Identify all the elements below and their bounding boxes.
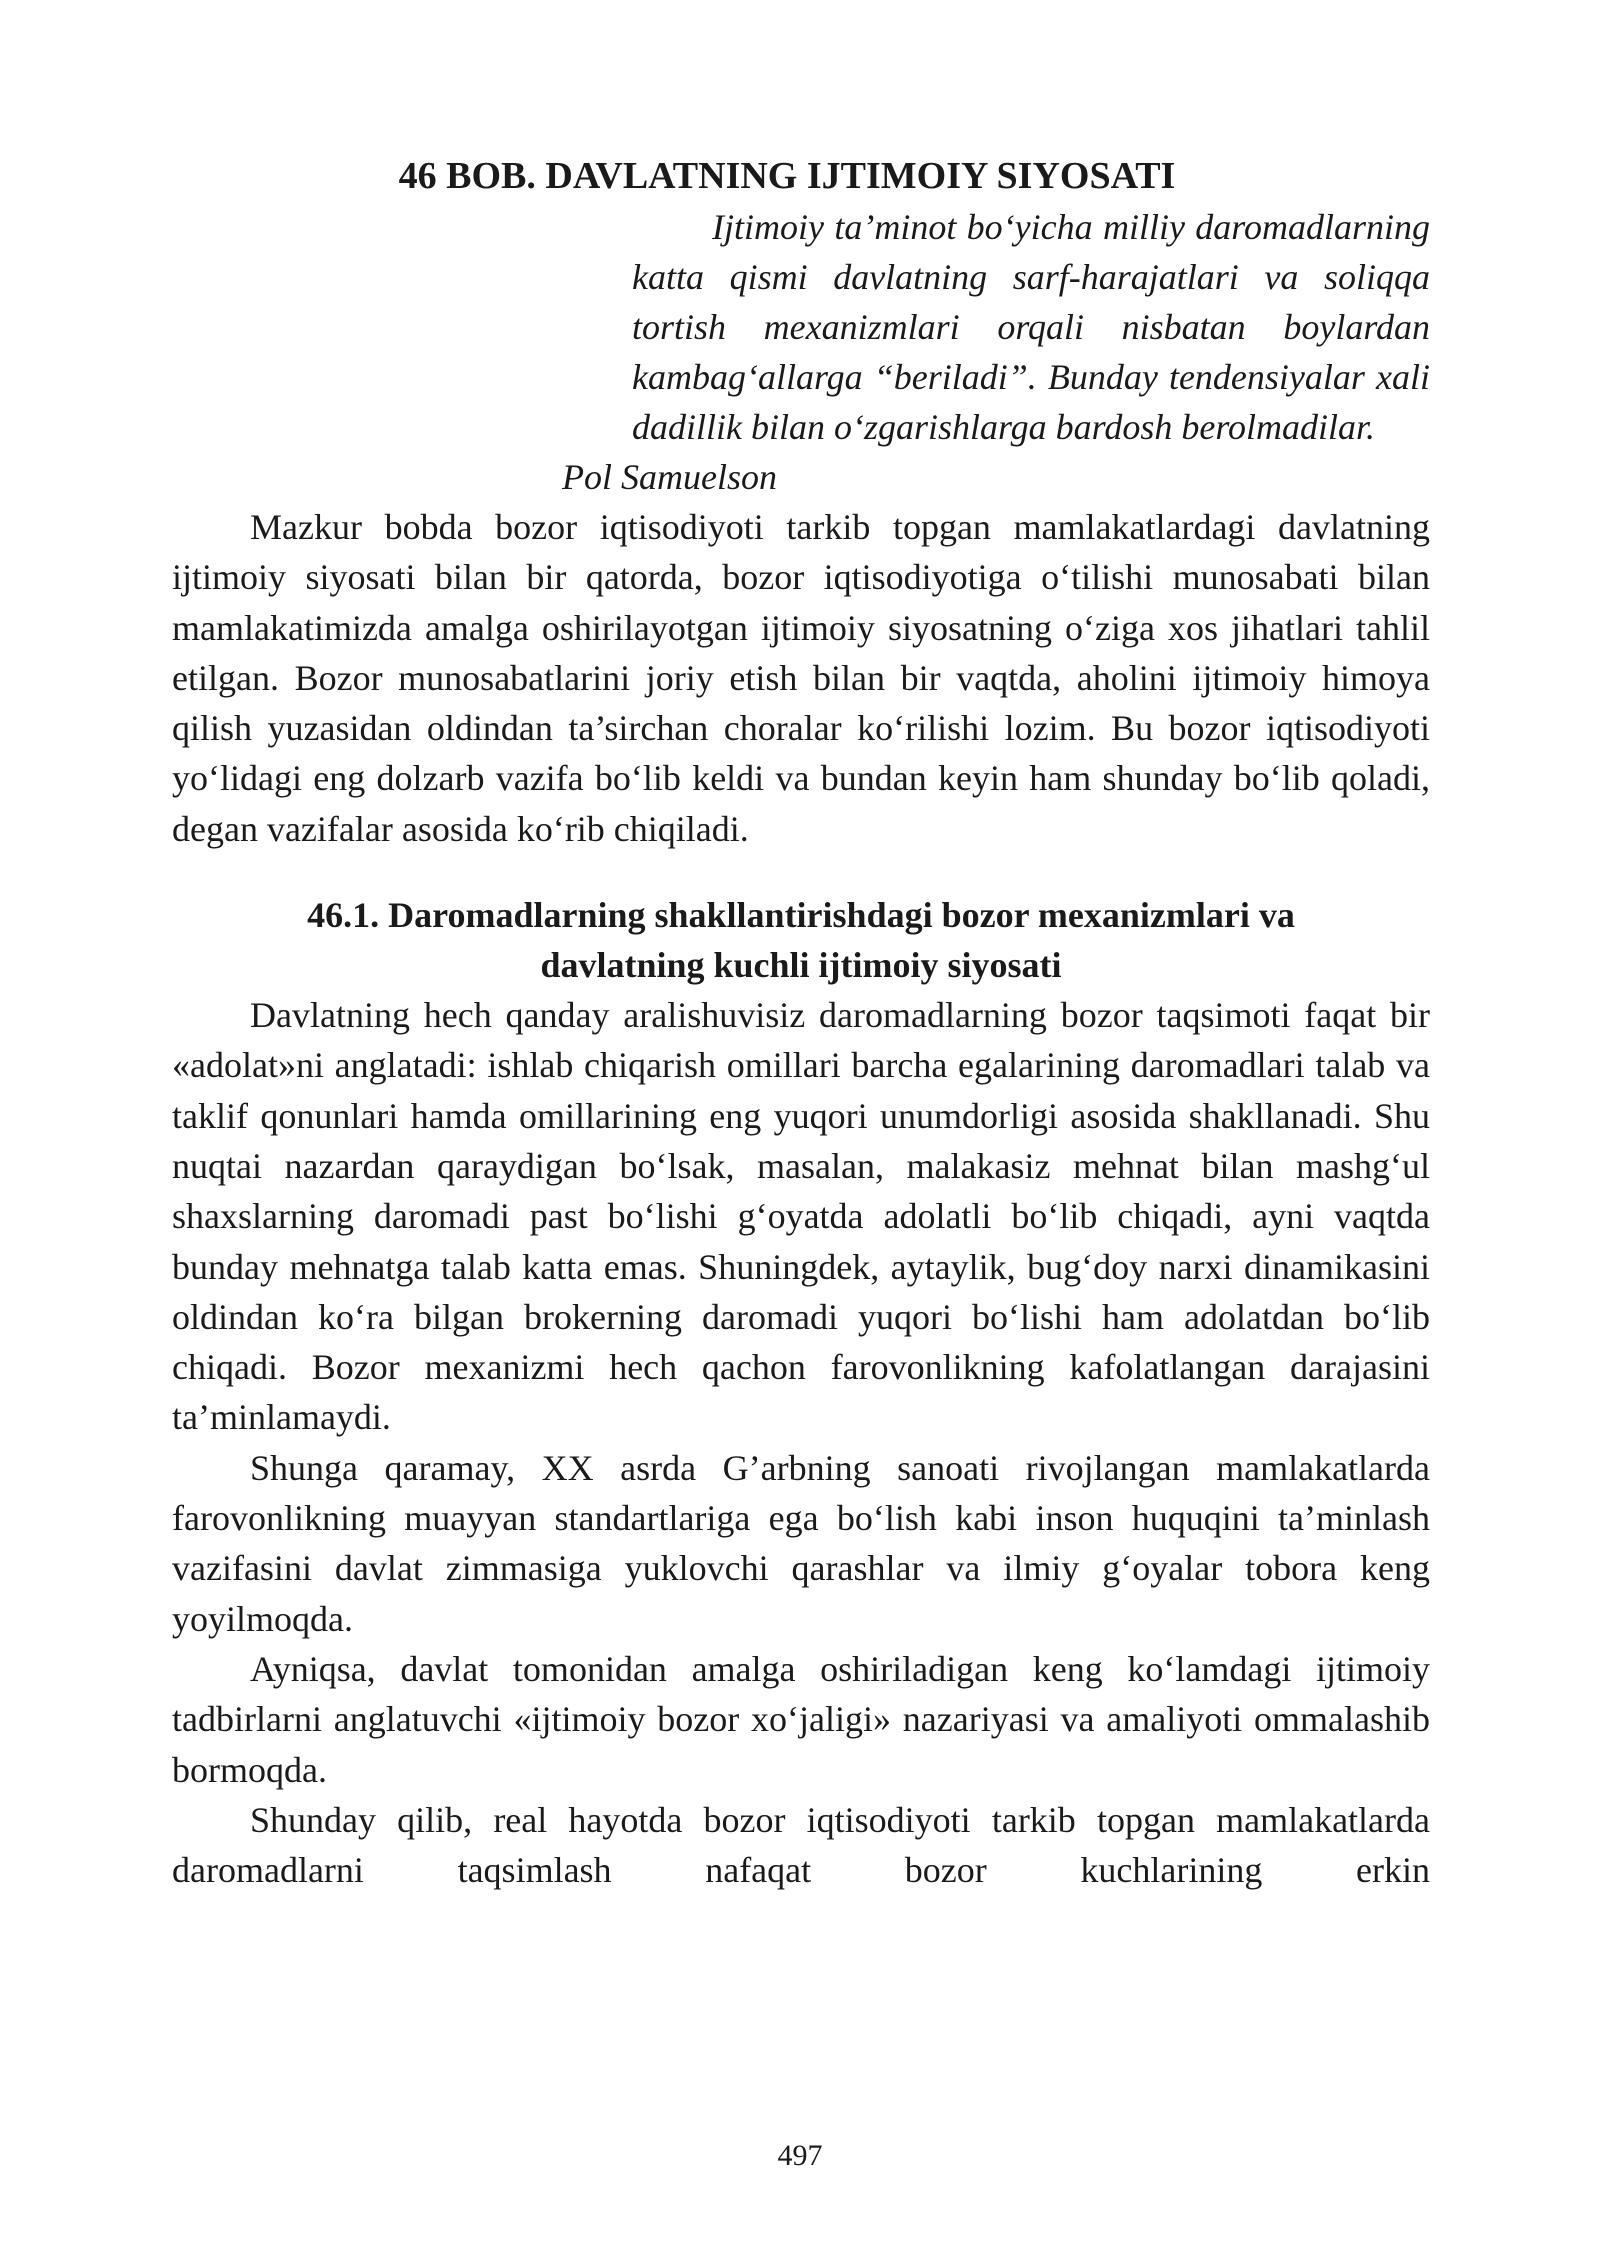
body-paragraph: Shunday qilib, real hayotda bozor iqtisodiyoti tarkib topgan mamlakatlarda daromadlarni taqsimlash nafaqat bozor kuchlarining erkin: [172, 1799, 1430, 1891]
intro-paragraph: Mazkur bobda bozor iqtisodiyoti tarkib topgan mamlakatlardagi davlatning ijtimoiy siyosati bilan bir qatorda, bozor iqtisodiyotiga o‘tilishi munosabati bilan mamlakatimizda amalga oshirilayotgan ijtimoiy siyosatning o‘ziga xos jihatlari tahlil etilgan. Bozor munosabatlarini joriy etish bilan bir vaqtda, aholini ijtimoiy himoya qilish yuzasidan oldindan ta’sirchan choralar ko‘rilishi lozim. Bu bozor iqtisodiyoti yo‘lidagi eng dolzarb vazifa bo‘lib keldi va bundan keyin ham shunday bo‘lib qoladi, degan vazifalar asosida ko‘rib chiqiladi.: [172, 507, 1430, 849]
body-paragraph: Ayniqsa, davlat tomonidan amalga oshiriladigan keng ko‘lamdagi ijtimoiy tadbirlarni anglatuvchi «ijtimoiy bozor xo‘jaligi» nazariyasi va amaliyoti ommalashib bormoqda.: [172, 1648, 1430, 1790]
section-title-line2: davlatning kuchli ijtimoiy siyosati: [540, 945, 1062, 986]
epigraph-author: Pol Samuelson: [562, 457, 777, 497]
epigraph-text: Ijtimoiy ta’minot bo‘yicha milliy daromadlarning katta qismi davlatning sarf-harajatlari va soliqqa tortish mexanizmlari orqali nisbatan boylardan kambag‘allarga “beriladi”. Bunday tendensiyalar xali dadillik bilan o‘zgarishlarga bardosh berolmadilar.: [632, 207, 1430, 447]
section-title-line1: 46.1. Daromadlarning shakllantirishdagi bozor mexanizmlari va: [307, 895, 1295, 936]
page-number: 497: [777, 2139, 823, 2172]
body-paragraph: Davlatning hech qanday aralishuvisiz daromadlarning bozor taqsimoti faqat bir «adolat»ni anglatadi: ishlab chiqarish omillari barcha egalarining daromadlari talab va taklif qonunlari hamda omillarining eng yuqori unumdorligi asosida shakllanadi. Shu nuqtai nazardan qaraydigan bo‘lsak, masalan, malakasiz mehnat bilan mashg‘ul shaxslarning daromadi past bo‘lishi g‘oyatda adolatli bo‘lib chiqadi, ayni vaqtda bunday mehnatga talab katta emas. Shuningdek, aytaylik, bug‘doy narxi dinamikasini oldindan ko‘ra bilgan brokerning daromadi yuqori bo‘lishi ham adolatdan bo‘lib chiqadi. Bozor mexanizmi hech qachon farovonlikning kafolatlangan darajasini ta’minlamaydi.: [172, 995, 1430, 1438]
chapter-title: 46 BOB. DAVLATNING IJTIMOIY SIYOSATI: [398, 155, 1176, 197]
epigraph: [632, 202, 1430, 452]
section-title: [172, 890, 1430, 990]
body-paragraph: Shunga qaramay, XX asrda G’arbning sanoati rivojlangan mamlakatlarda farovonlikning muayyan standartlariga ega bo‘lish kabi inson huquqini ta’minlash vazifasini davlat zimmasiga yuklovchi qarashlar va ilmiy g‘oyalar tobora keng yoyilmoqda.: [172, 1447, 1430, 1639]
page-content: [172, 150, 1430, 1895]
